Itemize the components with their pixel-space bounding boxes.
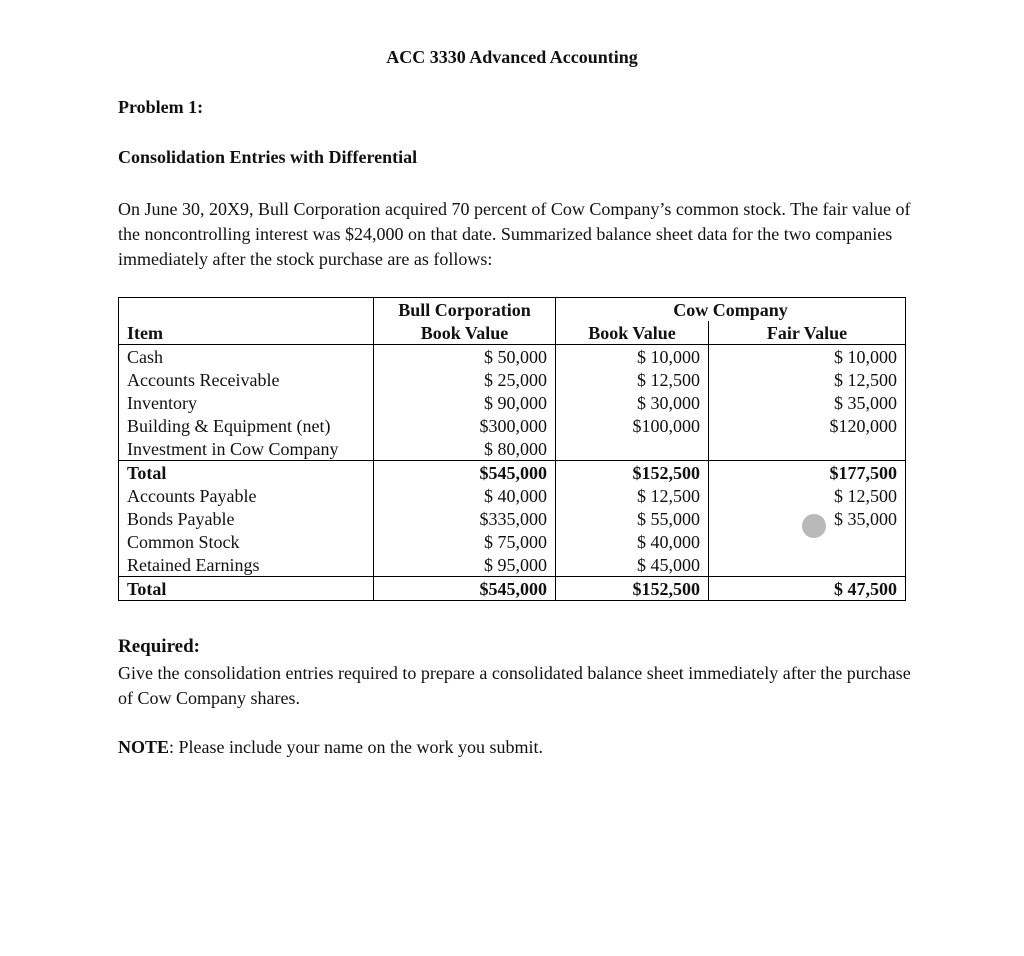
col-header-bull-book: Book Value: [374, 321, 556, 345]
row-cow-book-value: $ 12,500: [556, 484, 709, 507]
row-item-label: Bonds Payable: [119, 507, 374, 530]
row-item-label: Accounts Receivable: [119, 368, 374, 391]
col-header-cow-book: Book Value: [556, 321, 709, 345]
row-item-label: Common Stock: [119, 530, 374, 553]
row-cow-book-value: $ 40,000: [556, 530, 709, 553]
table-row: [119, 345, 906, 369]
balance-sheet-table: [118, 297, 906, 601]
row-bull-book-value: $ 25,000: [374, 368, 556, 391]
table-row: [119, 414, 906, 437]
table-row: [119, 530, 906, 553]
row-item-label: Total: [119, 577, 374, 601]
page-title: ACC 3330 Advanced Accounting: [386, 47, 638, 67]
row-cow-book-value: [556, 437, 709, 461]
table-group-header-row: [119, 298, 906, 322]
table-column-header-row: [119, 321, 906, 345]
row-item-label: Inventory: [119, 391, 374, 414]
table-row: [119, 577, 906, 601]
row-cow-fair-value: $177,500: [709, 461, 906, 485]
table-row: [119, 461, 906, 485]
row-cow-book-value: $100,000: [556, 414, 709, 437]
row-bull-book-value: $ 75,000: [374, 530, 556, 553]
row-cow-fair-value: $ 12,500: [709, 368, 906, 391]
row-cow-fair-value: [709, 553, 906, 577]
table-row: [119, 437, 906, 461]
problem-heading: Problem 1:: [118, 97, 204, 117]
row-cow-book-value: $ 45,000: [556, 553, 709, 577]
note-text: : Please include your name on the work you submit.: [169, 737, 543, 757]
cursor-indicator: [802, 514, 826, 538]
row-cow-fair-value: $ 10,000: [709, 345, 906, 369]
row-bull-book-value: $ 80,000: [374, 437, 556, 461]
col-header-cow-fair: Fair Value: [709, 321, 906, 345]
row-cow-fair-value: $ 47,500: [709, 577, 906, 601]
table-row: [119, 368, 906, 391]
row-bull-book-value: $ 40,000: [374, 484, 556, 507]
row-cow-book-value: $ 55,000: [556, 507, 709, 530]
table-row: [119, 391, 906, 414]
row-item-label: Retained Earnings: [119, 553, 374, 577]
row-bull-book-value: $545,000: [374, 577, 556, 601]
row-cow-fair-value: $ 12,500: [709, 484, 906, 507]
row-bull-book-value: $ 50,000: [374, 345, 556, 369]
row-cow-book-value: $ 10,000: [556, 345, 709, 369]
row-item-label: Cash: [119, 345, 374, 369]
table-row: [119, 507, 906, 530]
note-label: NOTE: [118, 737, 170, 757]
required-heading: Required:: [118, 636, 200, 657]
row-cow-fair-value: [709, 437, 906, 461]
intro-paragraph: On June 30, 20X9, Bull Corporation acquired 70 percent of Cow Company’s common stock. The fair value of the noncontrolling interest was $24,000 on that date. Summarized balance sheet data for the two companies immediately after the stock purchase are as follows:: [118, 199, 911, 269]
row-cow-book-value: $ 12,500: [556, 368, 709, 391]
row-item-label: Accounts Payable: [119, 484, 374, 507]
row-bull-book-value: $ 90,000: [374, 391, 556, 414]
row-cow-fair-value: $ 35,000: [709, 507, 906, 530]
row-cow-book-value: $152,500: [556, 461, 709, 485]
table-row: [119, 553, 906, 577]
row-cow-fair-value: $ 35,000: [709, 391, 906, 414]
section-heading: Consolidation Entries with Differential: [118, 147, 418, 167]
row-bull-book-value: $300,000: [374, 414, 556, 437]
col-header-item: Item: [119, 321, 374, 345]
row-cow-fair-value: $120,000: [709, 414, 906, 437]
required-text: Give the consolidation entries required to prepare a consolidated balance sheet immediately after the purchase of Cow Company shares.: [118, 663, 911, 708]
note: [118, 737, 543, 758]
row-bull-book-value: $545,000: [374, 461, 556, 485]
row-bull-book-value: $335,000: [374, 507, 556, 530]
row-item-label: Investment in Cow Company: [119, 437, 374, 461]
row-item-label: Building & Equipment (net): [119, 414, 374, 437]
row-item-label: Total: [119, 461, 374, 485]
row-cow-book-value: $152,500: [556, 577, 709, 601]
row-cow-book-value: $ 30,000: [556, 391, 709, 414]
row-bull-book-value: $ 95,000: [374, 553, 556, 577]
group-header-bull: Bull Corporation: [374, 298, 556, 322]
group-header-cow: Cow Company: [556, 298, 906, 322]
table-row: [119, 484, 906, 507]
